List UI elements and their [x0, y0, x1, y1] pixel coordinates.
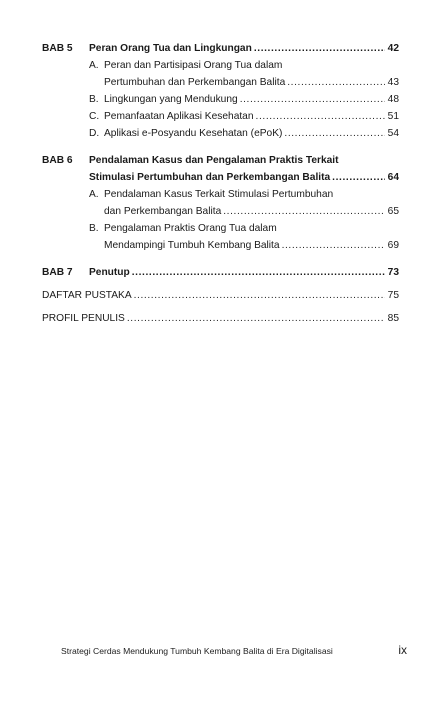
leader-dots: [223, 203, 385, 220]
section-title-line1: Peran dan Partisipasi Orang Tua dalam: [104, 60, 283, 71]
toc-chapter-6[interactable]: [42, 152, 399, 169]
leader-dots: [256, 108, 385, 125]
leader-dots: [287, 74, 385, 91]
entry-title: PROFIL PENULIS: [42, 313, 125, 324]
chapter-title-line1: Pendalaman Kasus dan Pengalaman Praktis Terkait: [89, 155, 339, 166]
section-title: Lingkungan yang Mendukung: [104, 94, 238, 105]
chapter-title-line2: Stimulasi Pertumbuhan dan Perkembangan Balita: [89, 172, 331, 183]
toc-section-6b-cont[interactable]: [42, 237, 399, 254]
toc-section-5d[interactable]: [42, 125, 399, 142]
leader-dots: [282, 237, 385, 254]
page-number: 73: [387, 267, 399, 278]
toc-section-5b[interactable]: [42, 91, 399, 108]
page-number: 69: [387, 240, 399, 251]
page-number: 43: [387, 77, 399, 88]
page-number: 65: [387, 206, 399, 217]
section-title: Pemanfaatan Aplikasi Kesehatan: [104, 111, 254, 122]
leader-dots: [284, 125, 385, 142]
section-letter: A.: [89, 189, 99, 200]
chapter-number: BAB 5: [42, 43, 73, 54]
toc-section-6b[interactable]: [42, 220, 399, 237]
page-number: 85: [387, 313, 399, 324]
chapter-title: Peran Orang Tua dan Lingkungan: [89, 43, 252, 54]
leader-dots: [240, 91, 385, 108]
chapter-title: Penutup: [89, 267, 130, 278]
section-title-line1: Pengalaman Praktis Orang Tua dalam: [104, 223, 277, 234]
toc-chapter-7[interactable]: [42, 264, 399, 281]
section-title-line2: dan Perkembangan Balita: [104, 206, 222, 217]
section-title-line2: Pertumbuhan dan Perkembangan Balita: [104, 77, 286, 88]
section-title-line2: Mendampingi Tumbuh Kembang Balita: [104, 240, 280, 251]
toc-section-6a-cont[interactable]: [42, 203, 399, 220]
section-title: Aplikasi e-Posyandu Kesehatan (ePoK): [104, 128, 283, 139]
page-footer: [61, 643, 407, 657]
page-number: 48: [387, 94, 399, 105]
toc-section-5a[interactable]: [42, 57, 399, 74]
table-of-contents: [42, 40, 399, 327]
section-letter: B.: [89, 223, 99, 234]
toc-chapter-6-cont[interactable]: [42, 169, 399, 186]
toc-profil-penulis[interactable]: [42, 310, 399, 327]
leader-dots: [127, 310, 385, 327]
section-letter: D.: [89, 128, 100, 139]
toc-section-5a-cont[interactable]: [42, 74, 399, 91]
section-letter: C.: [89, 111, 100, 122]
section-title-line1: Pendalaman Kasus Terkait Stimulasi Pertumbuhan: [104, 189, 334, 200]
section-letter: B.: [89, 94, 99, 105]
toc-section-5c[interactable]: [42, 108, 399, 125]
chapter-number: BAB 7: [42, 267, 73, 278]
leader-dots: [132, 264, 385, 281]
toc-daftar-pustaka[interactable]: [42, 287, 399, 304]
toc-section-6a[interactable]: [42, 186, 399, 203]
book-title: Strategi Cerdas Mendukung Tumbuh Kembang Balita di Era Digitalisasi: [61, 646, 333, 656]
entry-title: DAFTAR PUSTAKA: [42, 290, 132, 301]
page-number: 64: [387, 172, 399, 183]
toc-chapter-5[interactable]: [42, 40, 399, 57]
page-number: 75: [387, 290, 399, 301]
section-letter: A.: [89, 60, 99, 71]
page-number: 54: [387, 128, 399, 139]
leader-dots: [254, 40, 385, 57]
page-number: 51: [387, 111, 399, 122]
chapter-number: BAB 6: [42, 155, 73, 166]
leader-dots: [134, 287, 385, 304]
folio-page-number: ix: [398, 643, 407, 657]
leader-dots: [332, 169, 385, 186]
page-number: 42: [387, 43, 399, 54]
